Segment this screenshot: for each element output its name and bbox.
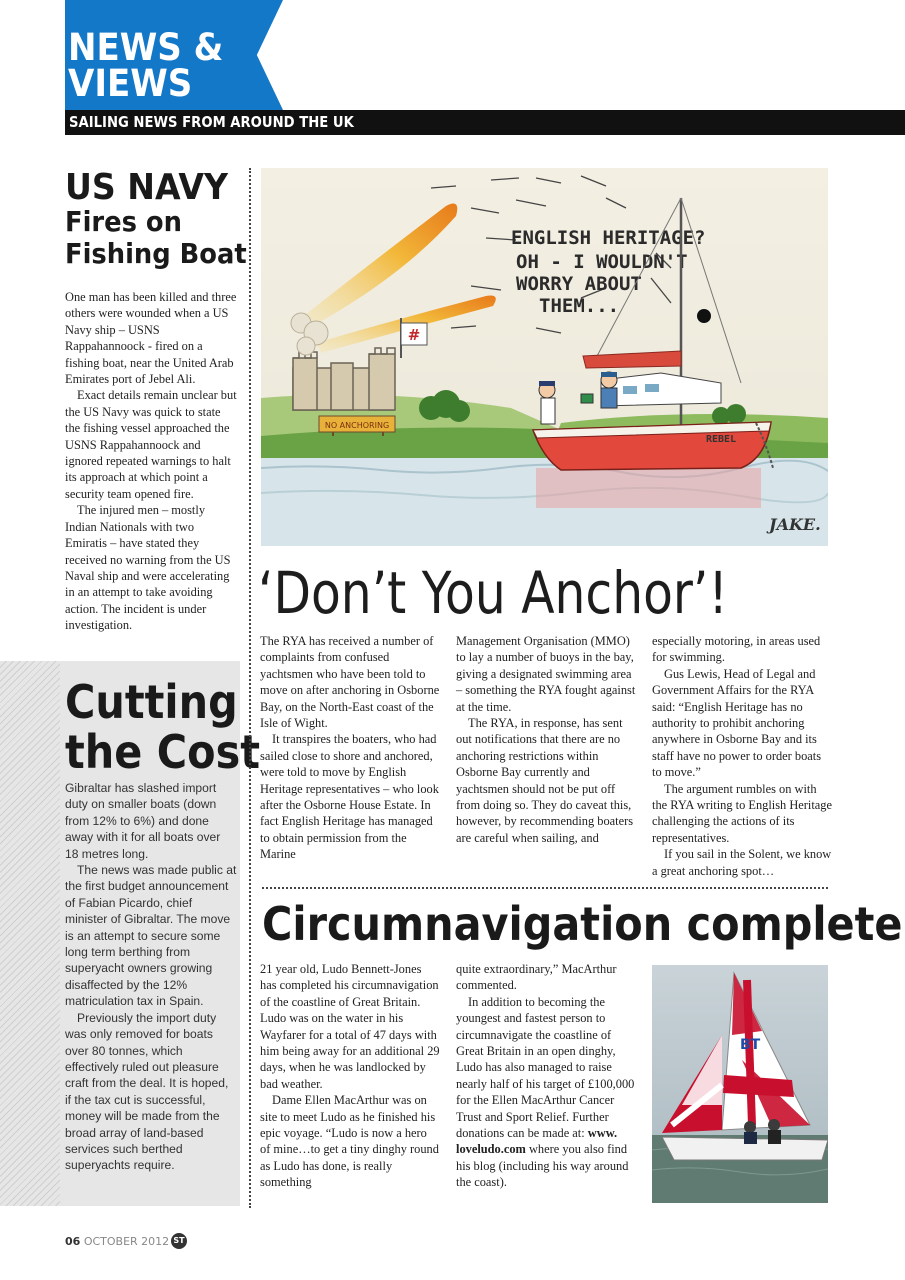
paragraph: Gus Lewis, Head of Legal and Government Affairs for the RYA said: “English Heritage has no authority to prohibit anchoring anywhere in Osborne Bay and its staff have no power to order boats to move.” [652, 666, 822, 780]
paragraph-text: In addition to becoming the youngest and fastest person to circumnavigate the coastline of Great Britain in an open dinghy, Ludo has also managed to raise nearly half of his target of £100,000 for the Ellen MacArthur Cancer Trust and Sport Relief. Further donations can be made at: [456, 994, 635, 1141]
dinghy-photo [652, 965, 828, 1203]
paragraph: especially motoring, in areas used for swimming. [652, 634, 821, 665]
navy-headline-3: Fishing Boat [65, 237, 247, 270]
paragraph: The RYA, in response, has sent out notifications that there are no anchoring restrictions within Osborne Bay currently and yachtsmen should not be put off from doing so. They do caveat this, however, by recommending boaters are careful when sailing, and [456, 716, 634, 845]
sail-sponsor: BT [740, 1037, 761, 1053]
paragraph: If you sail in the Solent, we know a great anchoring spot… [652, 847, 832, 878]
section-divider [262, 887, 828, 889]
svg-text:THEM...: THEM... [539, 295, 620, 317]
cost-headline [65, 677, 260, 777]
page-folio [65, 1235, 169, 1248]
column-divider [249, 168, 251, 1208]
cost-headline-line-1: Cutting [65, 675, 238, 729]
navy-headline-1: US NAVY [65, 167, 228, 208]
magazine-logo-icon: ST [171, 1233, 187, 1249]
cost-headline-line-2: the Cost [65, 725, 261, 779]
cost-article-body [65, 780, 237, 1174]
paragraph: The injured men – mostly Indian Nationals with two Emiratis – have stated they received no warning from the US Naval ship and were accelerating in an attempt to take avoiding action. The incident is under investigation. [65, 503, 231, 633]
anchor-column-2 [456, 633, 636, 846]
paragraph: 21 year old, Ludo Bennett-Jones has completed his circumnavigation of the coastline of Great Britain. Ludo was on the water in his Wayfarer for a total of 47 days with him being away for an additional 29 days, when he was landlocked by bad weather. [260, 962, 440, 1091]
circ-column-2 [456, 961, 636, 1191]
navy-article-body [65, 289, 237, 634]
paragraph: The news was made public at the first budget announcement of Fabian Picardo, chief minister of Gibraltar. The move is an attempt to secure some long term berthing from superyacht owners growing disaffected by the 12% matriculation tax in Spain. [65, 863, 237, 1009]
svg-text:ENGLISH HERITAGE?: ENGLISH HERITAGE? [511, 227, 706, 249]
paragraph-text: where you also find his blog (including his way around the coast). [456, 1142, 629, 1190]
anchor-headline: ‘Don’t You Anchor’! [258, 559, 728, 627]
cartoon-illustration [261, 168, 828, 546]
circ-column-1 [260, 961, 440, 1191]
paragraph: Management Organisation (MMO) to lay a number of buoys in the bay, giving a designated swimming area – something the RYA fought against at the time. [456, 634, 636, 714]
boat-name: REBEL [706, 434, 737, 445]
section-subtitle: SAILING NEWS FROM AROUND THE UK [69, 113, 354, 131]
cartoonist-signature: JAKE. [769, 515, 821, 534]
issue-date: OCTOBER 2012 [83, 1235, 170, 1248]
hatch-pattern [0, 661, 60, 1206]
paragraph: It transpires the boaters, who had sailed close to shore and anchored, were told to move by English Heritage representatives – who look after the Osborne House Estate. In fact English Heritage has managed to obtain permission from the Marine [260, 732, 439, 862]
anchor-column-3 [652, 633, 832, 879]
paragraph: The argument rumbles on with the RYA writing to English Heritage challenging the actions of its representatives. [652, 781, 832, 845]
donation-link[interactable]: www. loveludo.com [456, 1126, 618, 1157]
svg-text:OH - I WOULDN'T: OH - I WOULDN'T [516, 251, 688, 273]
paragraph: Exact details remain unclear but the US Navy was quick to state the fishing vessel approached the USNS Rappahannoock and ignored repeated warnings to halt its approach at which point a security team opened fire. [65, 388, 237, 501]
page-number: 06 [65, 1235, 81, 1248]
svg-text:#: # [407, 326, 421, 344]
paragraph [456, 994, 636, 1191]
paragraph: Dame Ellen MacArthur was on site to meet Ludo as he finished his epic voyage. “Ludo is now a hero of mine…to get a tiny dinghy round as Ludo has done, is really something [260, 1093, 439, 1190]
sign-text: NO ANCHORING [324, 421, 390, 430]
paragraph: Gibraltar has slashed import duty on smaller boats (down from 12% to 6%) and done away with it for all boats over 18 metres long. [65, 781, 221, 861]
paragraph: Previously the import duty was only removed for boats over 80 tonnes, which effectively ruled out pleasure craft from the deal. It is hoped, if the tax cut is successful, money will be made from the broad array of land-based services such berthed superyachts require. [65, 1010, 229, 1173]
navy-headline-2: Fires on [65, 205, 182, 238]
boat-reflection [536, 468, 761, 508]
svg-text:WORRY ABOUT: WORRY ABOUT [516, 273, 642, 295]
black-ball [697, 309, 711, 323]
paragraph: quite extraordinary,” MacArthur commented. [456, 962, 617, 993]
circumnavigation-headline: Circumnavigation complete [262, 897, 903, 951]
anchor-column-1 [260, 633, 440, 863]
paragraph: The RYA has received a number of complaints from confused yachtsmen who have been told to move on after anchoring in Osborne Bay, on the North-East coast of the Isle of Wight. [260, 634, 440, 731]
paragraph: One man has been killed and three others were wounded when a US Navy ship – USNS Rappahannoock - fired on a fishing boat, near the United Arab Emirates port of Jebel Ali. [65, 290, 237, 387]
section-title: NEWS & VIEWS [68, 26, 224, 105]
